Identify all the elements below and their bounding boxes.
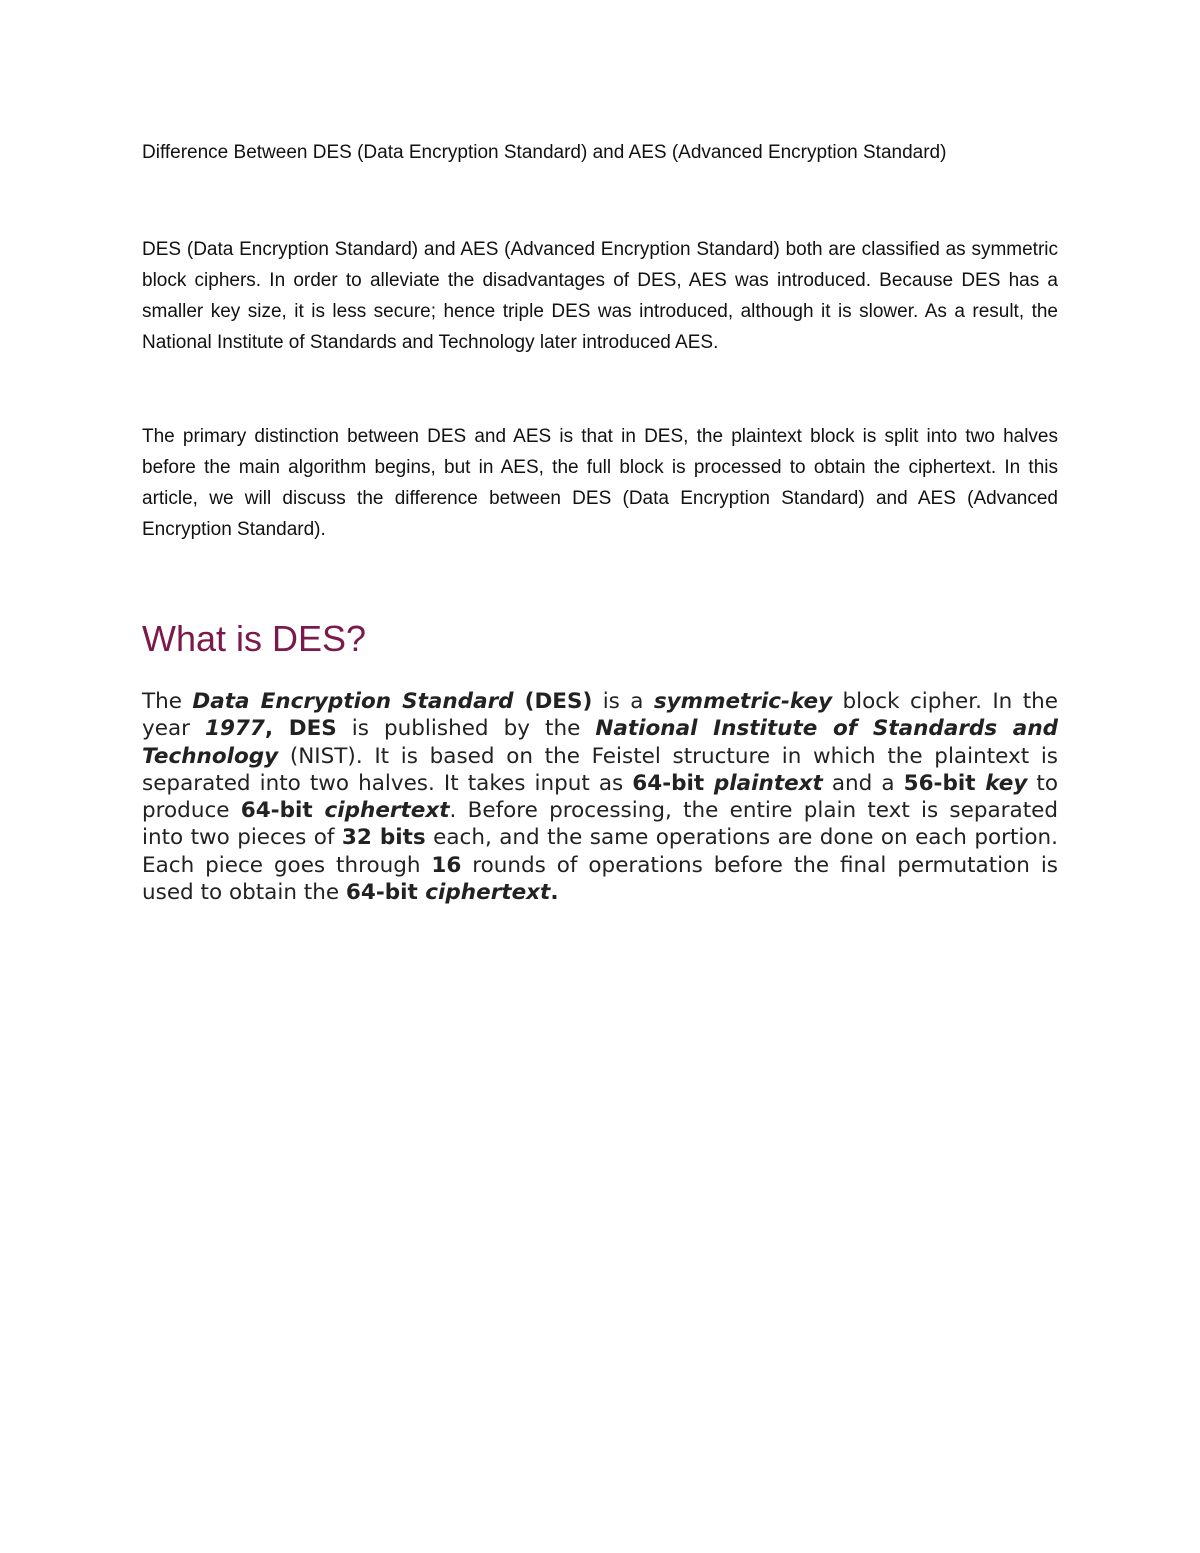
text-run: to produce xyxy=(142,770,1058,824)
text-run: block cipher. In the year xyxy=(142,689,1058,742)
emphasis-run: key xyxy=(985,770,1028,796)
distinction-paragraph: The primary distinction between DES and AES is that in DES, the plaintext block is split into two halves before the main algorithm begins, but in AES, the full block is processed to obtain the ciphertext. In this article, we will discuss the difference between DES (Data Encryption Standard) and AES (Advanced Encryption Standard). xyxy=(142,426,1058,540)
emphasis-run: 1977 xyxy=(205,716,265,742)
des-description-paragraph xyxy=(142,688,1058,906)
bold-run: (DES) xyxy=(513,689,593,714)
bold-run: 56-bit xyxy=(903,770,986,796)
bold-run: 64-bit xyxy=(632,770,714,796)
emphasis-run: Data Encryption Standard xyxy=(192,689,514,714)
text-run: is published by the xyxy=(336,716,596,742)
text-run: . Before processing, the entire plain text is separated into two pieces of xyxy=(142,798,1058,851)
bold-run: 64-bit xyxy=(345,880,426,906)
text-run: each, and the same operations are done on each portion. Each piece goes through xyxy=(142,825,1058,878)
emphasis-run: ciphertext xyxy=(425,880,551,906)
text-run: is a xyxy=(592,689,654,714)
intro-paragraph: DES (Data Encryption Standard) and AES (Advanced Encryption Standard) both are classified as symmetric block ciphers. In order to alleviate the disadvantages of DES, AES was introduced. Because DES has a smaller key size, it is less secure; hence triple DES was introduced, although it is slower. As a result, the National Institute of Standards and Technology later introduced AES. xyxy=(142,239,1058,353)
bold-run: . xyxy=(550,880,559,906)
document-title: Difference Between DES (Data Encryption Standard) and AES (Advanced Encryption Standard) xyxy=(142,142,947,163)
emphasis-run: ciphertext xyxy=(324,798,450,824)
emphasis-run: plaintext xyxy=(713,770,823,796)
bold-run: 16 xyxy=(431,852,462,878)
bold-run: 32 bits xyxy=(341,825,426,851)
text-run: The xyxy=(142,689,193,714)
text-run: and a xyxy=(822,770,904,796)
section-heading: What is DES? xyxy=(142,618,367,659)
bold-run: , DES xyxy=(264,716,337,742)
emphasis-run: symmetric-key xyxy=(653,689,833,714)
text-run: rounds of operations before the final permutation is used to obtain the xyxy=(142,852,1058,906)
text-run: (NIST). It is based on the Feistel structure in which the plaintext is separated into two halves. It takes input as xyxy=(142,743,1058,796)
bold-run: 64-bit xyxy=(240,798,325,824)
emphasis-run: National Institute of Standards and Technology xyxy=(142,716,1059,769)
